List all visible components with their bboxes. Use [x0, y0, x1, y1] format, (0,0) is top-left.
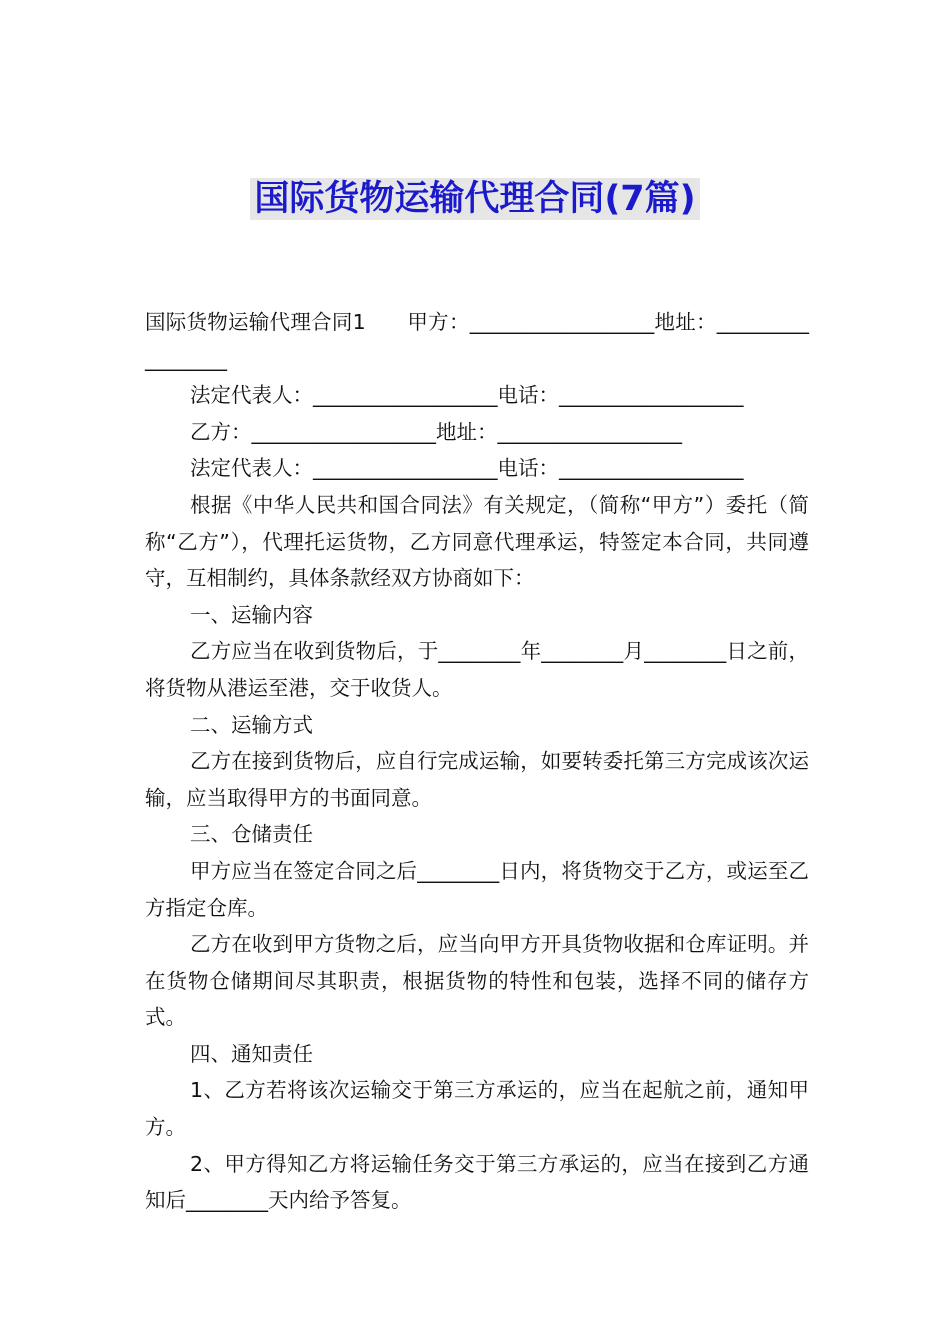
section-heading-storage: 三、仓储责任 [190, 822, 313, 847]
section-heading-transport-method: 二、运输方式 [190, 712, 313, 737]
party-a-line: 国际货物运输代理合同1 甲方：__________________地址：_________________ [145, 310, 809, 371]
storage-paragraph-2: 乙方在收到甲方货物之后，应当向甲方开具货物收据和仓库证明。并在货物仓储期间尽其职责，根据货物的特性和包装，选择不同的储存方式。 [145, 932, 809, 1030]
document-title-container [0, 178, 950, 220]
party-b-representative-line: 法定代表人：__________________电话：__________________ [190, 456, 744, 481]
section-heading-notification: 四、通知责任 [190, 1041, 313, 1066]
document-body [145, 304, 809, 1219]
document-title: 国际货物运输代理合同(7篇) [250, 178, 699, 220]
storage-paragraph-1: 甲方应当在签定合同之后________日内，将货物交于乙方，或运至乙方指定仓库。 [145, 858, 809, 920]
section-heading-transport-content: 一、运输内容 [190, 602, 313, 627]
transport-content-paragraph: 乙方应当在收到货物后，于________年________月________日之前，将货物从港运至港，交于收货人。 [145, 639, 809, 700]
notification-item-1: 1、乙方若将该次运输交于第三方承运的，应当在起航之前，通知甲方。 [145, 1078, 809, 1140]
transport-method-paragraph: 乙方在接到货物后，应自行完成运输，如要转委托第三方完成该次运输，应当取得甲方的书面同意。 [145, 749, 809, 810]
preamble-paragraph: 根据《中华人民共和国合同法》有关规定，（简称“甲方”）委托（简称“乙方”），代理托运货物，乙方同意代理承运，特签定本合同，共同遵守，互相制约，具体条款经双方协商如下： [145, 492, 809, 591]
party-a-representative-line: 法定代表人：__________________电话：__________________ [190, 383, 744, 408]
notification-item-2: 2、甲方得知乙方将运输任务交于第三方承运的，应当在接到乙方通知后________天内给予答复。 [145, 1151, 809, 1213]
party-b-line: 乙方：__________________地址：__________________ [190, 419, 682, 444]
